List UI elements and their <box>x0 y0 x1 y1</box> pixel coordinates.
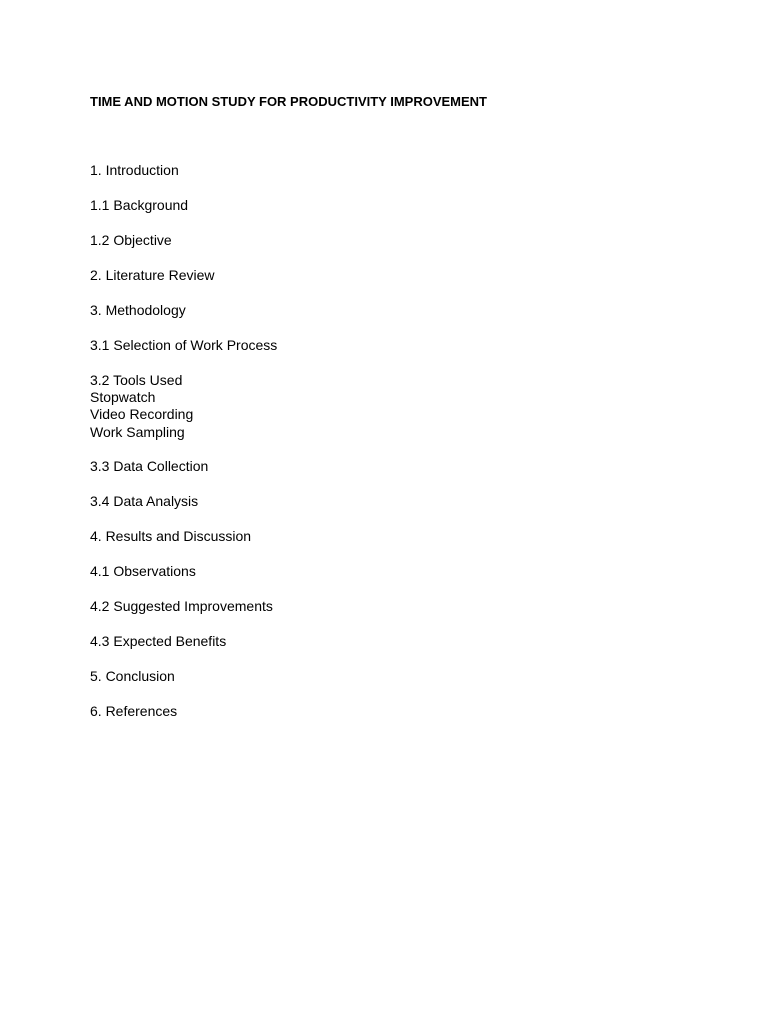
toc-item-expected-benefits: 4.3 Expected Benefits <box>90 633 227 650</box>
toc-item-references: 6. References <box>90 703 178 720</box>
toc-item-conclusion: 5. Conclusion <box>90 668 175 685</box>
toc-item-data-analysis: 3.4 Data Analysis <box>90 493 199 510</box>
toc-item-selection-of-work-process: 3.1 Selection of Work Process <box>90 337 278 353</box>
tool-stopwatch: Stopwatch <box>90 389 156 406</box>
toc-item-data-collection: 3.3 Data Collection <box>90 458 209 475</box>
tool-video-recording: Video Recording <box>90 406 194 423</box>
toc-item-introduction: 1. Introduction <box>90 162 179 178</box>
toc-item-results-and-discussion: 4. Results and Discussion <box>90 528 252 545</box>
tools-used-list <box>90 389 277 441</box>
toc-item-objective: 1.2 Objective <box>90 232 172 248</box>
toc-item-suggested-improvements: 4.2 Suggested Improvements <box>90 598 273 615</box>
document-title: TIME AND MOTION STUDY FOR PRODUCTIVITY IMPROVEMENT <box>90 94 487 109</box>
toc-item-tools-used <box>90 372 277 441</box>
tool-work-sampling: Work Sampling <box>90 423 185 440</box>
toc-item-background: 1.1 Background <box>90 197 189 213</box>
toc-item-observations: 4.1 Observations <box>90 563 196 580</box>
toc-item-literature-review: 2. Literature Review <box>90 267 215 283</box>
table-of-contents <box>90 162 277 738</box>
toc-item-methodology: 3. Methodology <box>90 302 186 318</box>
toc-item-tools-used-label: 3.2 Tools Used <box>90 372 183 388</box>
